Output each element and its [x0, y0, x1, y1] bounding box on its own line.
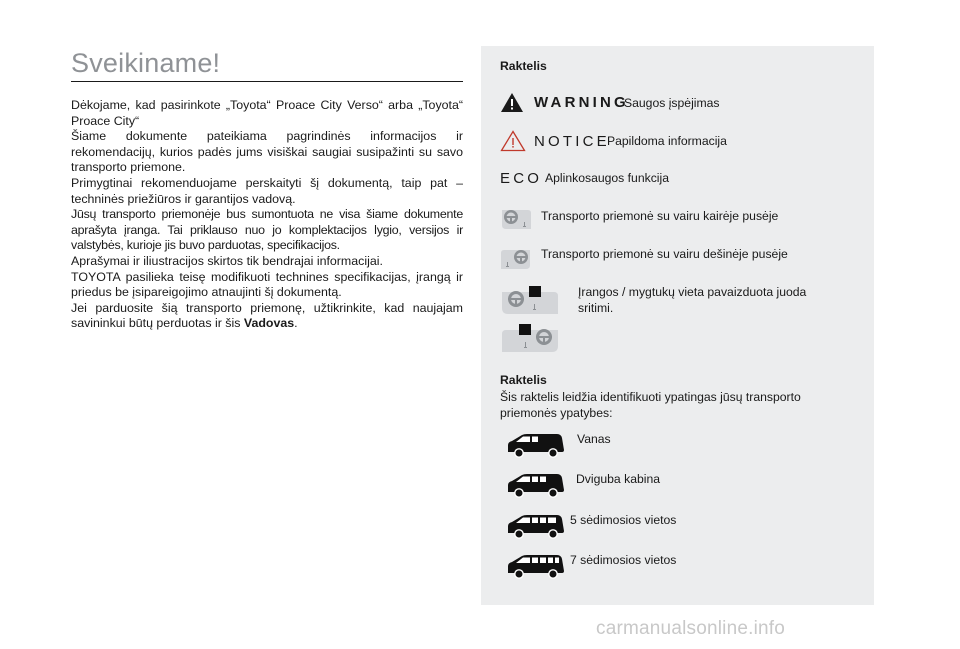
key-item-5-seats-label: 5 sėdimosios vietos: [570, 513, 677, 527]
dashboard-rhd-controls-icon: [500, 322, 560, 356]
key-heading: Raktelis: [500, 373, 547, 387]
paragraph-recommendation: Primygtinai rekomenduojame perskaityti šį dokumentą, taip pat – techninės priežiūros ir garantijos vadovą.: [71, 175, 463, 206]
double-cab-icon: [505, 471, 567, 499]
lhd-label: Transporto priemonė su vairu kairėje pusėje: [541, 209, 779, 223]
key-item-double-cab-label: Dviguba kabina: [576, 472, 661, 486]
eco-label: Aplinkosaugos funkcija: [545, 171, 669, 185]
warning-label: Saugos įspėjimas: [624, 96, 720, 110]
right-hand-drive-icon: [500, 246, 532, 272]
paragraph-rights: TOYOTA pasilieka teisę modifikuoti technines specifikacijas, įrangą ir priedus be įsipareigojimo atnaujinti šį dokumentą.: [71, 269, 463, 300]
key-description: Šis raktelis leidžia identifikuoti ypatingas jūsų transporto priemonės ypatybes:: [500, 390, 801, 420]
paragraph-resale: Jei parduosite šią transporto priemonę, užtikrinkite, kad naujajam savininkui būtų perduotas ir šis Vadovas.: [71, 300, 463, 331]
eco-word: ECO: [500, 170, 543, 187]
key-item-7-seats-label: 7 sėdimosios vietos: [570, 553, 677, 567]
paragraph-equipment: Jūsų transporto priemonėje bus sumontuota ne visa šiame dokumente aprašyta įranga. Tai priklauso nuo jo komplektacijos lygio, versijos ir valstybės, kurioje jis buvo parduotas, specifikacijos.: [71, 207, 463, 253]
key-item-van-label: Vanas: [577, 432, 611, 446]
warning-word: WARNING: [534, 94, 629, 111]
paragraph-document-info: Šiame dokumente pateikiama pagrindinės informacijos ir rekomendacijų, kurios padės jums visiškai saugiai susipažinti su savo transporto priemone.: [71, 129, 463, 175]
manual-word: Vadovas: [243, 316, 295, 331]
seven-seats-icon: [505, 552, 567, 580]
notice-word: NOTICE: [534, 133, 610, 150]
warning-triangle-icon: [500, 92, 524, 113]
watermark: carmanualsonline.info: [596, 618, 786, 639]
controls-label: Įrangos / mygtukų vieta pavaizduota juoda sritimi.: [578, 285, 807, 315]
legend-heading: Raktelis: [500, 59, 547, 73]
rhd-label: Transporto priemonė su vairu dešinėje pusėje: [541, 247, 788, 261]
notice-triangle-icon: [500, 130, 526, 152]
paragraph-thanks: Dėkojame, kad pasirinkote „Toyota“ Proace City Verso“ arba „Toyota“ Proace City“: [71, 98, 463, 128]
page-title: Sveikiname!: [71, 48, 221, 78]
left-hand-drive-icon: [500, 206, 532, 232]
five-seats-icon: [505, 512, 567, 540]
notice-label: Papildoma informacija: [607, 134, 727, 148]
dashboard-lhd-controls-icon: [500, 284, 560, 318]
van-icon: [505, 431, 567, 459]
title-divider: [71, 81, 463, 82]
paragraph-illustrations: Aprašymai ir iliustracijos skirtos tik bendrajai informacijai.: [71, 253, 383, 268]
intro-text: [71, 98, 463, 332]
